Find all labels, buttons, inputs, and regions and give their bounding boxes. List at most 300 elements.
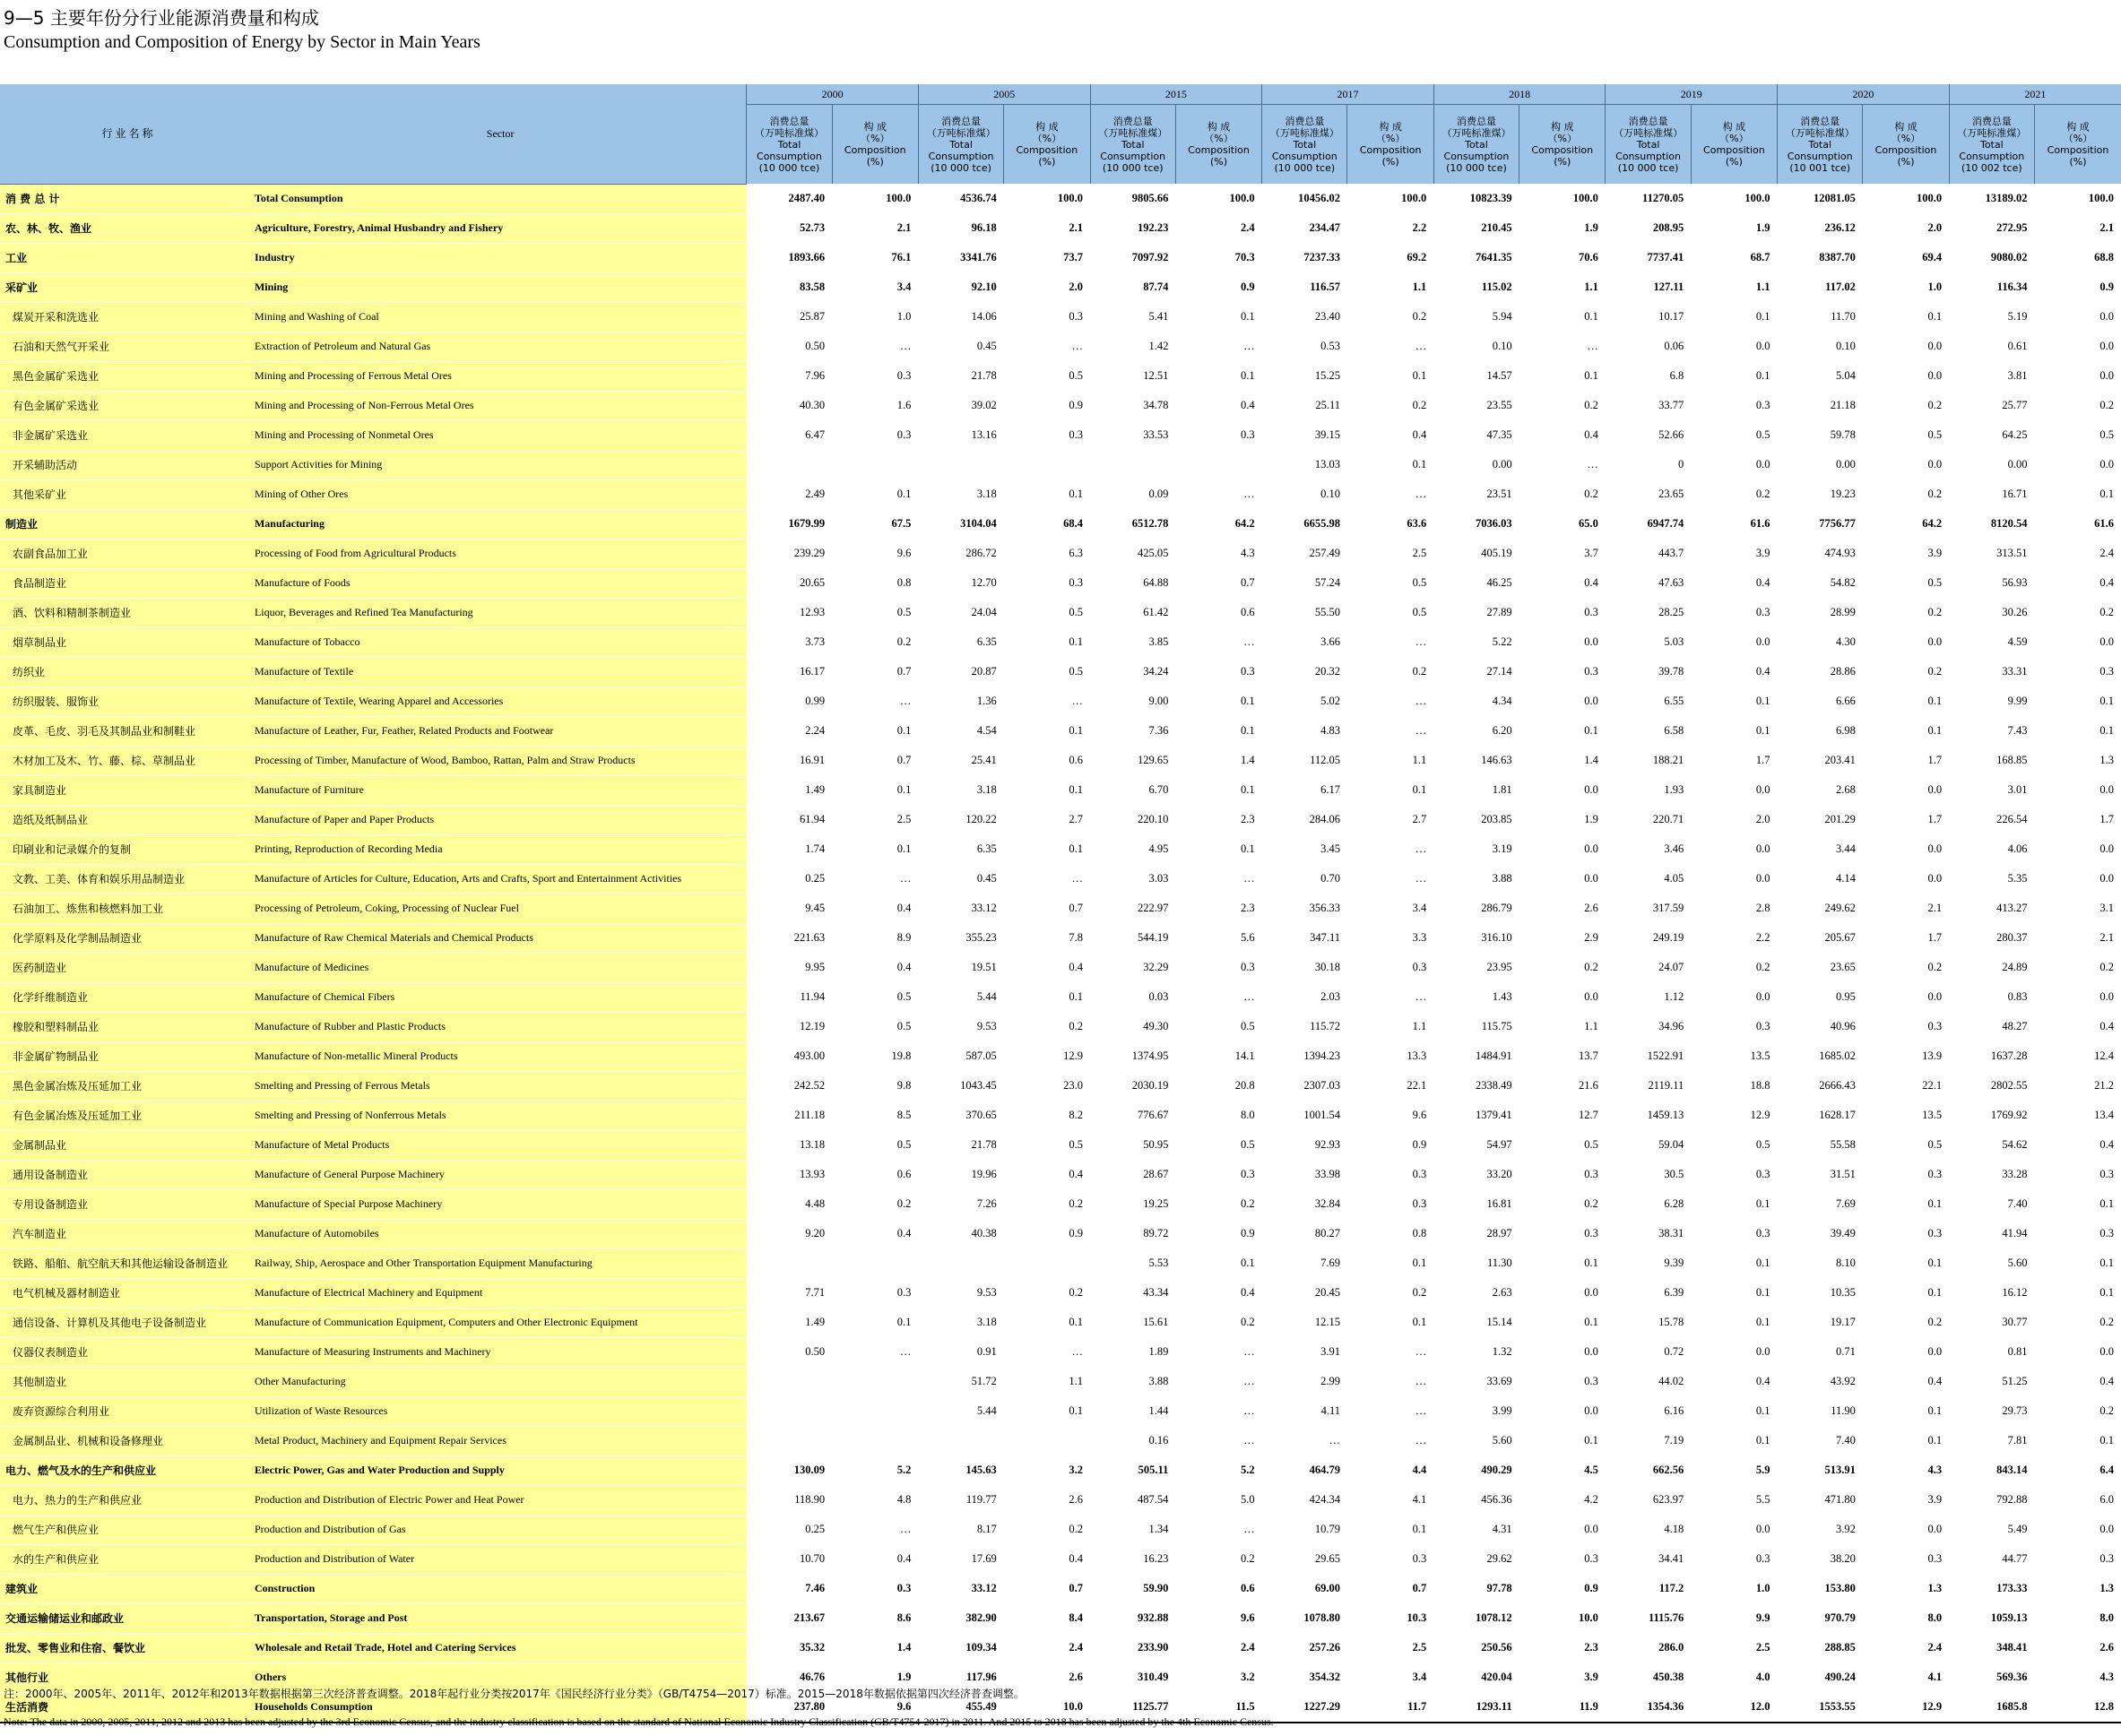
composition-value xyxy=(1175,450,1261,479)
composition-value: 2.4 xyxy=(2034,539,2121,568)
composition-value: 0.1 xyxy=(1347,361,1433,391)
consumption-value: 0.83 xyxy=(1949,982,2034,1012)
consumption-value: 0.06 xyxy=(1606,332,1691,361)
composition-value: 0.1 xyxy=(1863,1189,1949,1219)
consumption-value: 173.33 xyxy=(1949,1574,2034,1603)
consumption-value: 257.49 xyxy=(1262,539,1347,568)
composition-value: 0.0 xyxy=(1519,982,1606,1012)
sector-name-cn: 非金属矿采选业 xyxy=(0,420,255,450)
year-header: 2005 xyxy=(918,84,1090,105)
consumption-value: 6.35 xyxy=(918,834,1003,864)
consumption-value: … xyxy=(1262,1426,1347,1455)
consumption-value: 249.62 xyxy=(1778,894,1863,923)
composition-value: 0.5 xyxy=(832,1012,918,1041)
consumption-value: 92.93 xyxy=(1262,1130,1347,1160)
consumption-value: 14.57 xyxy=(1433,361,1519,391)
composition-value: 11.7 xyxy=(1347,1692,1433,1723)
consumption-value: 7.43 xyxy=(1949,716,2034,746)
composition-value: 0.3 xyxy=(832,420,918,450)
composition-value: 4.1 xyxy=(1863,1663,1949,1692)
consumption-value: 5.41 xyxy=(1090,302,1175,332)
table-row xyxy=(0,1515,2121,1544)
consumption-value: 9.99 xyxy=(1949,687,2034,716)
composition-value: 0.3 xyxy=(1175,420,1261,450)
composition-value: 13.3 xyxy=(1347,1041,1433,1071)
consumption-value: 3.88 xyxy=(1090,1367,1175,1396)
consumption-value: 382.90 xyxy=(918,1603,1003,1633)
consumption-value: 286.79 xyxy=(1433,894,1519,923)
composition-value: 22.1 xyxy=(1863,1071,1949,1101)
composition-value: 0.1 xyxy=(1691,1426,1777,1455)
composition-value: 0.6 xyxy=(1004,746,1090,775)
table-row xyxy=(0,687,2121,716)
composition-value: 0.3 xyxy=(1347,953,1433,982)
composition-value: 5.0 xyxy=(1175,1485,1261,1515)
composition-value: 0.0 xyxy=(1691,775,1777,805)
consumption-value: 0.00 xyxy=(1949,450,2034,479)
composition-value: 0.2 xyxy=(1863,391,1949,420)
consumption-value: 55.50 xyxy=(1262,598,1347,627)
consumption-value: 0.50 xyxy=(747,332,832,361)
consumption-value: 33.28 xyxy=(1949,1160,2034,1189)
sector-name-cn: 建筑业 xyxy=(0,1574,255,1603)
composition-value: 0.2 xyxy=(2034,1396,2121,1426)
composition-value: 63.6 xyxy=(1347,509,1433,539)
consumption-value: 1.74 xyxy=(747,834,832,864)
composition-value: … xyxy=(832,1337,918,1367)
composition-value: 0.4 xyxy=(832,953,918,982)
composition-value: 2.5 xyxy=(1347,539,1433,568)
consumption-value: 96.18 xyxy=(918,213,1003,243)
consumption-value: 317.59 xyxy=(1606,894,1691,923)
consumption-value: 8.10 xyxy=(1778,1248,1863,1278)
consumption-value: 776.67 xyxy=(1090,1101,1175,1130)
table-row xyxy=(0,1278,2121,1308)
composition-value xyxy=(832,450,918,479)
consumption-value: 4.95 xyxy=(1090,834,1175,864)
consumption-value: 257.26 xyxy=(1262,1633,1347,1663)
sector-name-en: Manufacture of Chemical Fibers xyxy=(255,982,747,1012)
composition-value: 3.9 xyxy=(1519,1663,1606,1692)
consumption-value: 7756.77 xyxy=(1778,509,1863,539)
consumption-value xyxy=(747,1426,832,1455)
consumption-value: 2.68 xyxy=(1778,775,1863,805)
consumption-value: 569.36 xyxy=(1949,1663,2034,1692)
consumption-value: 6512.78 xyxy=(1090,509,1175,539)
consumption-value: 117.2 xyxy=(1606,1574,1691,1603)
composition-value: 5.2 xyxy=(1175,1455,1261,1485)
composition-value: 1.4 xyxy=(1519,746,1606,775)
sector-name-en: Production and Distribution of Electric Power and Heat Power xyxy=(255,1485,747,1515)
consumption-value: 29.73 xyxy=(1949,1396,2034,1426)
composition-value: 0.1 xyxy=(1691,1189,1777,1219)
composition-value: 0.2 xyxy=(832,627,918,657)
consumption-value: 0.45 xyxy=(918,864,1003,894)
consumption-value: 39.78 xyxy=(1606,657,1691,687)
composition-value: 0.4 xyxy=(1347,420,1433,450)
consumption-value: 127.11 xyxy=(1606,272,1691,302)
composition-value: 0.3 xyxy=(1691,1219,1777,1248)
composition-value: 0.0 xyxy=(1863,1337,1949,1367)
composition-value: 12.0 xyxy=(1691,1692,1777,1723)
consumption-value: 3341.76 xyxy=(918,243,1003,272)
consumption-value: 405.19 xyxy=(1433,539,1519,568)
consumption-value: 210.45 xyxy=(1433,213,1519,243)
consumption-value: 0.00 xyxy=(1778,450,1863,479)
composition-value: 13.9 xyxy=(1863,1041,1949,1071)
consumption-value: 1394.23 xyxy=(1262,1041,1347,1071)
consumption-value: 92.10 xyxy=(918,272,1003,302)
composition-value: 0.8 xyxy=(832,568,918,598)
composition-value: 0.0 xyxy=(2034,982,2121,1012)
table-row xyxy=(0,184,2121,213)
composition-value: 2.8 xyxy=(1691,894,1777,923)
composition-value: 2.6 xyxy=(1519,894,1606,923)
composition-value: 65.0 xyxy=(1519,509,1606,539)
composition-value xyxy=(832,1367,918,1396)
sector-name-en: Households Consumption xyxy=(255,1692,747,1723)
consumption-value: 272.95 xyxy=(1949,213,2034,243)
sector-name-en: Mining and Processing of Non-Ferrous Metal Ores xyxy=(255,391,747,420)
composition-value: 2.0 xyxy=(1863,213,1949,243)
consumption-value: 64.88 xyxy=(1090,568,1175,598)
composition-value: 0.3 xyxy=(832,361,918,391)
composition-value: 9.8 xyxy=(832,1071,918,1101)
consumption-value: 33.77 xyxy=(1606,391,1691,420)
consumption-value: 490.29 xyxy=(1433,1455,1519,1485)
consumption-value: 6.66 xyxy=(1778,687,1863,716)
consumption-value: 15.78 xyxy=(1606,1308,1691,1337)
composition-value: 13.5 xyxy=(1691,1041,1777,1071)
consumption-value: 3.18 xyxy=(918,1308,1003,1337)
consumption-value: 47.63 xyxy=(1606,568,1691,598)
consumption-value: 9.95 xyxy=(747,953,832,982)
composition-value: 0.2 xyxy=(1863,657,1949,687)
consumption-value: 4.11 xyxy=(1262,1396,1347,1426)
consumption-value: 11.94 xyxy=(747,982,832,1012)
consumption-value: 32.29 xyxy=(1090,953,1175,982)
composition-value: 0.1 xyxy=(1175,361,1261,391)
sector-name-en: Mining of Other Ores xyxy=(255,479,747,509)
composition-value: 1.7 xyxy=(1863,923,1949,953)
consumption-value: 413.27 xyxy=(1949,894,2034,923)
composition-value: 0.4 xyxy=(2034,1012,2121,1041)
consumption-value: 33.69 xyxy=(1433,1367,1519,1396)
sector-name-en: Construction xyxy=(255,1574,747,1603)
composition-value: 1.1 xyxy=(1004,1367,1090,1396)
sector-name-en: Smelting and Pressing of Nonferrous Metals xyxy=(255,1101,747,1130)
consumption-value: 201.29 xyxy=(1778,805,1863,834)
composition-value: 0.1 xyxy=(1175,302,1261,332)
consumption-value: 0.81 xyxy=(1949,1337,2034,1367)
composition-value: 12.4 xyxy=(2034,1041,2121,1071)
composition-value: 0.5 xyxy=(1347,598,1433,627)
composition-value: … xyxy=(1175,332,1261,361)
composition-value: 0.1 xyxy=(1691,302,1777,332)
consumption-value: 4.54 xyxy=(918,716,1003,746)
consumption-value: 6.20 xyxy=(1433,716,1519,746)
consumption-value xyxy=(747,1248,832,1278)
consumption-value: 2666.43 xyxy=(1778,1071,1863,1101)
consumption-value: 115.72 xyxy=(1262,1012,1347,1041)
consumption-value: 2.49 xyxy=(747,479,832,509)
consumption-value: 4.34 xyxy=(1433,687,1519,716)
table-row xyxy=(0,1248,2121,1278)
composition-value: 0.1 xyxy=(1863,1426,1949,1455)
consumption-value: 48.27 xyxy=(1949,1012,2034,1041)
table-row xyxy=(0,864,2121,894)
consumption-value: 19.25 xyxy=(1090,1189,1175,1219)
sector-name-cn: 农副食品加工业 xyxy=(0,539,255,568)
consumption-value: 4.83 xyxy=(1262,716,1347,746)
table-row xyxy=(0,746,2121,775)
composition-value: 0.1 xyxy=(1004,479,1090,509)
composition-value: 0.2 xyxy=(1347,302,1433,332)
consumption-value: 12.51 xyxy=(1090,361,1175,391)
composition-value: 0.1 xyxy=(1347,775,1433,805)
composition-value: 0.9 xyxy=(2034,272,2121,302)
consumption-value: 28.67 xyxy=(1090,1160,1175,1189)
sector-name-cn: 消 费 总 计 xyxy=(0,184,255,213)
composition-value: 0.5 xyxy=(1863,1130,1949,1160)
consumption-value: 116.34 xyxy=(1949,272,2034,302)
sector-name-cn: 文教、工美、体育和娱乐用品制造业 xyxy=(0,864,255,894)
energy-table xyxy=(0,84,2121,1723)
consumption-value: 310.49 xyxy=(1090,1663,1175,1692)
consumption-value: 3.01 xyxy=(1949,775,2034,805)
consumption-value: 44.02 xyxy=(1606,1367,1691,1396)
composition-value: 100.0 xyxy=(1863,184,1949,213)
consumption-value: 16.17 xyxy=(747,657,832,687)
consumption-value: 10.79 xyxy=(1262,1515,1347,1544)
consumption-value: 56.93 xyxy=(1949,568,2034,598)
composition-value: 8.9 xyxy=(832,923,918,953)
consumption-value: 1.32 xyxy=(1433,1337,1519,1367)
composition-value: 0.3 xyxy=(1863,1219,1949,1248)
sector-name-en: Production and Distribution of Water xyxy=(255,1544,747,1574)
consumption-value: 3.18 xyxy=(918,775,1003,805)
composition-value: 1.7 xyxy=(1863,746,1949,775)
consumption-value xyxy=(1090,450,1175,479)
composition-value: 5.6 xyxy=(1175,923,1261,953)
consumption-value: 1043.45 xyxy=(918,1071,1003,1101)
table-row xyxy=(0,627,2121,657)
consumption-value: 15.25 xyxy=(1262,361,1347,391)
sector-name-cn: 黑色金属冶炼及压延加工业 xyxy=(0,1071,255,1101)
composition-header: 构 成 （%） Composition (%) xyxy=(832,105,918,185)
consumption-value: 5.60 xyxy=(1433,1426,1519,1455)
composition-value: 0.3 xyxy=(1004,420,1090,450)
sector-name-cn: 生活消费 xyxy=(0,1692,255,1723)
composition-value: 0.0 xyxy=(1519,834,1606,864)
consumption-value: 6655.98 xyxy=(1262,509,1347,539)
composition-value: 2.1 xyxy=(2034,213,2121,243)
composition-value: 21.6 xyxy=(1519,1071,1606,1101)
composition-value: 0.2 xyxy=(1175,1544,1261,1574)
composition-value: … xyxy=(1004,332,1090,361)
consumption-value: 25.11 xyxy=(1262,391,1347,420)
consumption-value: 6.39 xyxy=(1606,1278,1691,1308)
table-row xyxy=(0,1160,2121,1189)
composition-value: 0.0 xyxy=(2034,627,2121,657)
consumption-value: 2.24 xyxy=(747,716,832,746)
consumption-value: 5.44 xyxy=(918,1396,1003,1426)
composition-value: 12.9 xyxy=(1004,1041,1090,1071)
sector-name-cn: 废弃资源综合利用业 xyxy=(0,1396,255,1426)
consumption-value: 109.34 xyxy=(918,1633,1003,1663)
composition-value: 0.4 xyxy=(1691,657,1777,687)
composition-value: 0.0 xyxy=(1519,1396,1606,1426)
sector-name-en: Mining and Processing of Nonmetal Ores xyxy=(255,420,747,450)
consumption-value: 12.93 xyxy=(747,598,832,627)
consumption-value: 5.49 xyxy=(1949,1515,2034,1544)
consumption-value: 24.07 xyxy=(1606,953,1691,982)
composition-value: 12.7 xyxy=(1519,1101,1606,1130)
consumption-value: 39.49 xyxy=(1778,1219,1863,1248)
consumption-value: 286.72 xyxy=(918,539,1003,568)
consumption-value: 6.35 xyxy=(918,627,1003,657)
composition-value: … xyxy=(1347,1396,1433,1426)
year-header: 2019 xyxy=(1606,84,1778,105)
composition-value: 1.3 xyxy=(2034,1574,2121,1603)
composition-value: 6.4 xyxy=(2034,1455,2121,1485)
composition-value: 0.3 xyxy=(1175,953,1261,982)
consumption-value: 236.12 xyxy=(1778,213,1863,243)
consumption-value xyxy=(918,450,1003,479)
total-consumption-header: 消费总量 （万吨标准煤） Total Consumption (10 000 tce) xyxy=(1606,105,1691,185)
consumption-value: 13.18 xyxy=(747,1130,832,1160)
consumption-value: 1.89 xyxy=(1090,1337,1175,1367)
composition-value: 0.1 xyxy=(1519,1426,1606,1455)
sector-name-cn: 金属制品业、机械和设备修理业 xyxy=(0,1426,255,1455)
composition-value: … xyxy=(1347,687,1433,716)
composition-value: 2.0 xyxy=(1004,272,1090,302)
composition-value: 0.0 xyxy=(2034,361,2121,391)
sector-name-cn: 专用设备制造业 xyxy=(0,1189,255,1219)
composition-value: 0.0 xyxy=(1863,1515,1949,1544)
composition-value: 0.4 xyxy=(832,1544,918,1574)
consumption-value: 51.72 xyxy=(918,1367,1003,1396)
composition-value xyxy=(832,1426,918,1455)
composition-value: 2.7 xyxy=(1347,805,1433,834)
sector-name-cn: 化学纤维制造业 xyxy=(0,982,255,1012)
consumption-value: 5.60 xyxy=(1949,1248,2034,1278)
consumption-value: 0.09 xyxy=(1090,479,1175,509)
composition-value: 0.4 xyxy=(2034,1130,2121,1160)
consumption-value: 46.76 xyxy=(747,1663,832,1692)
composition-value: … xyxy=(1347,1337,1433,1367)
composition-value: 0.4 xyxy=(1519,568,1606,598)
sector-name-cn: 纺织服装、服饰业 xyxy=(0,687,255,716)
table-row xyxy=(0,1426,2121,1455)
total-consumption-header: 消费总量 （万吨标准煤） Total Consumption (10 000 tce) xyxy=(918,105,1003,185)
consumption-value: 153.80 xyxy=(1778,1574,1863,1603)
composition-value: 0.1 xyxy=(1347,450,1433,479)
consumption-value: 10.17 xyxy=(1606,302,1691,332)
consumption-value: 4.18 xyxy=(1606,1515,1691,1544)
consumption-value: 16.81 xyxy=(1433,1189,1519,1219)
consumption-value: 20.32 xyxy=(1262,657,1347,687)
consumption-value: 5.53 xyxy=(1090,1248,1175,1278)
consumption-value: 34.78 xyxy=(1090,391,1175,420)
note-en: Note: The data in 2000, 2005, 2011, 2012 and 2013 has been adjusted by the 3rd Economic Census, and the industry classification is based on the standard of National Economic Industry Classification (GB/T4754-2017) in 2011. And 2015 to 2018 has been adjusted by the 4th Economic Census. xyxy=(4,1715,1274,1728)
consumption-value: 7.46 xyxy=(747,1574,832,1603)
consumption-value xyxy=(918,1426,1003,1455)
composition-value: 0.5 xyxy=(1347,568,1433,598)
consumption-value: 19.23 xyxy=(1778,479,1863,509)
sector-name-cn: 化学原料及化学制品制造业 xyxy=(0,923,255,953)
composition-value: 0.3 xyxy=(1691,1012,1777,1041)
consumption-value: 2307.03 xyxy=(1262,1071,1347,1101)
consumption-value: 5.02 xyxy=(1262,687,1347,716)
composition-value: 8.0 xyxy=(1175,1101,1261,1130)
consumption-value: 61.42 xyxy=(1090,598,1175,627)
consumption-value: 13.93 xyxy=(747,1160,832,1189)
table-row xyxy=(0,213,2121,243)
consumption-value: 59.04 xyxy=(1606,1130,1691,1160)
consumption-value: 1628.17 xyxy=(1778,1101,1863,1130)
consumption-value: 0.99 xyxy=(747,687,832,716)
composition-value: 2.6 xyxy=(1004,1485,1090,1515)
composition-value: 0.9 xyxy=(1519,1574,1606,1603)
consumption-value: 1374.95 xyxy=(1090,1041,1175,1071)
consumption-value: 0.10 xyxy=(1262,479,1347,509)
composition-value: 0.1 xyxy=(1519,302,1606,332)
composition-value: 0.2 xyxy=(1691,953,1777,982)
composition-value: … xyxy=(1175,864,1261,894)
consumption-value: 54.82 xyxy=(1778,568,1863,598)
consumption-value: 33.53 xyxy=(1090,420,1175,450)
composition-value: 2.1 xyxy=(832,213,918,243)
composition-value: 0.5 xyxy=(1691,420,1777,450)
consumption-value: 420.04 xyxy=(1433,1663,1519,1692)
composition-value: … xyxy=(832,864,918,894)
consumption-value: 34.24 xyxy=(1090,657,1175,687)
consumption-value: 4536.74 xyxy=(918,184,1003,213)
total-consumption-header: 消费总量 （万吨标准煤） Total Consumption (10 000 tce) xyxy=(1090,105,1175,185)
consumption-value: 40.30 xyxy=(747,391,832,420)
composition-value: 0.2 xyxy=(1347,1278,1433,1308)
consumption-value: 30.77 xyxy=(1949,1308,2034,1337)
composition-value: 0.6 xyxy=(1175,598,1261,627)
consumption-value: 222.97 xyxy=(1090,894,1175,923)
composition-value: … xyxy=(1347,1426,1433,1455)
consumption-value: 19.96 xyxy=(918,1160,1003,1189)
consumption-value: 21.78 xyxy=(918,1130,1003,1160)
consumption-value: 97.78 xyxy=(1433,1574,1519,1603)
composition-value: 6.0 xyxy=(2034,1485,2121,1515)
sector-name-cn: 电气机械及器材制造业 xyxy=(0,1278,255,1308)
year-header: 2017 xyxy=(1262,84,1434,105)
consumption-value: 2.99 xyxy=(1262,1367,1347,1396)
consumption-value: 0.10 xyxy=(1778,332,1863,361)
composition-value: 0.2 xyxy=(832,1189,918,1219)
consumption-value: 117.96 xyxy=(918,1663,1003,1692)
consumption-value: 6.17 xyxy=(1262,775,1347,805)
consumption-value: 662.56 xyxy=(1606,1455,1691,1485)
composition-value: 0.9 xyxy=(1347,1130,1433,1160)
consumption-value: 3.44 xyxy=(1778,834,1863,864)
sector-name-cn: 汽车制造业 xyxy=(0,1219,255,1248)
composition-value: 0.1 xyxy=(1004,1396,1090,1426)
composition-value: 0.4 xyxy=(1691,568,1777,598)
composition-value: 1.3 xyxy=(2034,746,2121,775)
composition-value: 0.0 xyxy=(2034,1515,2121,1544)
consumption-value: 1293.11 xyxy=(1433,1692,1519,1723)
composition-value xyxy=(832,1248,918,1278)
composition-value: 1.1 xyxy=(1519,1012,1606,1041)
table-row xyxy=(0,1574,2121,1603)
